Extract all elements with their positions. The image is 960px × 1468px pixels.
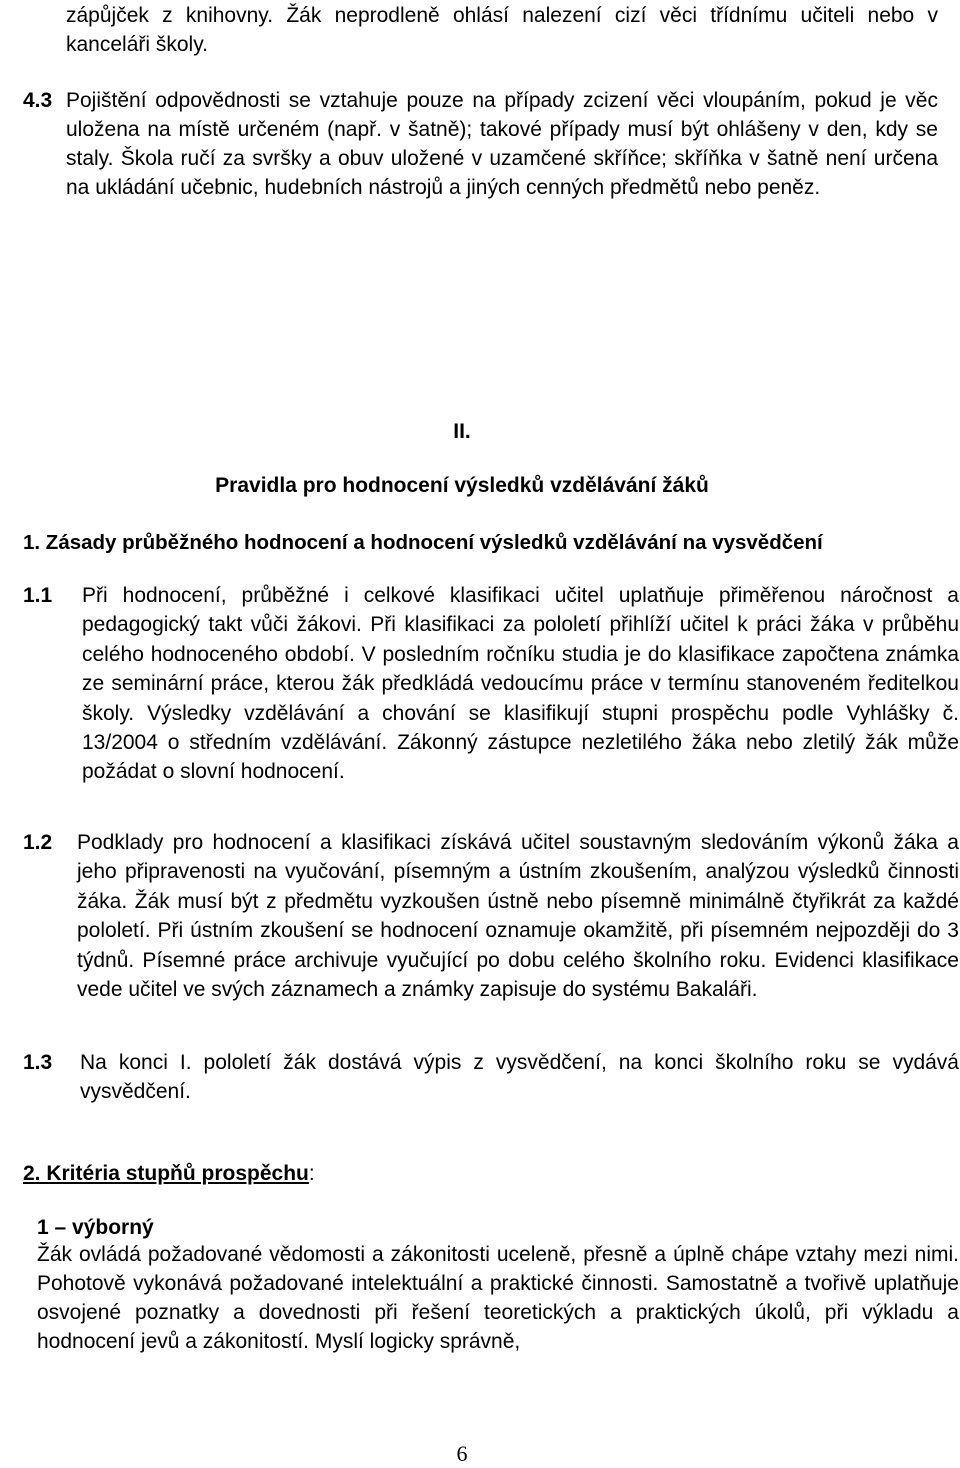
section-title: Pravidla pro hodnocení výsledků vzdělávání žáků [215, 474, 709, 497]
item-4-3-number: 4.3 [23, 89, 53, 112]
item-4-3-text: Pojištění odpovědnosti se vztahuje pouze na případy zcizení věci vloupáním, pokud je věc uložena na místě určeném (např. v šatně); takové případy musí být ohlášeny v den, kdy se staly. Škola ručí za svršky a obuv uložené v uzamčené skříňce; skříňka v šatně není určena na ukládání učebnic, hudebních nástrojů a jiných cenných předmětů nebo peněz. [66, 89, 938, 199]
page-number: 6 [456, 1441, 468, 1466]
grade-1-text: Žák ovládá požadované vědomosti a zákonitosti uceleně, přesně a úplně chápe vztahy mezi nimi. Pohotově vykonává požadované intelektuální a praktické činnosti. Samostatně a tvořivě uplatňuje osvojené poznatky a dovednosti při řešení teoretických a praktických úkolů, při výkladu a hodnocení jevů a zákonitostí. Myslí logicky správně, [37, 1243, 959, 1353]
item-1-2-number: 1.2 [23, 831, 53, 854]
item-1-1-text: Při hodnocení, průběžné i celkové klasifikaci učitel uplatňuje přiměřenou náročnost a pedagogický takt vůči žákovi. Při klasifikaci za pololetí přihlíží učitel k práci žáka v průběhu celého hodnoceného období. V posledním ročníku studia je do klasifikace započtena známka ze seminární práce, kterou žák předkládá vedoucímu práce v termínu stanoveném ředitelkou školy. Výsledky vzdělávání a chování se klasifikují stupni prospěchu podle Vyhlášky č. 13/2004 o středním vzdělávání. Zákonný zástupce nezletilého žáka nebo zletilý žák může požádat o slovní hodnocení. [82, 584, 959, 784]
heading-2-text: 2. Kritéria stupňů prospěchu [23, 1162, 309, 1185]
heading-1: 1. Zásady průběžného hodnocení a hodnocení výsledků vzdělávání na vysvědčení [23, 531, 823, 554]
item-1-1-number: 1.1 [23, 584, 53, 607]
item-1-3-number: 1.3 [23, 1051, 53, 1074]
heading-2 [23, 1159, 315, 1188]
item-1-3-text: Na konci I. pololetí žák dostává výpis z vysvědčení, na konci školního roku se vydává vysvědčení. [80, 1051, 959, 1103]
grade-1-title: 1 – výborný [37, 1216, 154, 1239]
heading-2-suffix: : [308, 1162, 315, 1185]
section-numeral: II. [453, 420, 471, 443]
paragraph-continuation: zápůjček z knihovny. Žák neprodleně ohlásí nalezení cizí věci třídnímu učiteli nebo v kanceláři školy. [66, 4, 938, 56]
item-1-2-text: Podklady pro hodnocení a klasifikaci získává učitel soustavným sledováním výkonů žáka a jeho připravenosti na vyučování, písemným a ústním zkoušením, analýzou výsledků činnosti žáka. Žák musí být z předmětu vyzkoušen ústně nebo písemně minimálně čtyřikrát za každé pololetí. Při ústním zkoušení se hodnocení oznamuje okamžitě, při písemném nejpozději do 3 týdnů. Písemné práce archivuje vyučující po dobu celého školního roku. Evidenci klasifikace vede učitel ve svých záznamech a známky zapisuje do systému Bakaláři. [77, 831, 959, 1002]
